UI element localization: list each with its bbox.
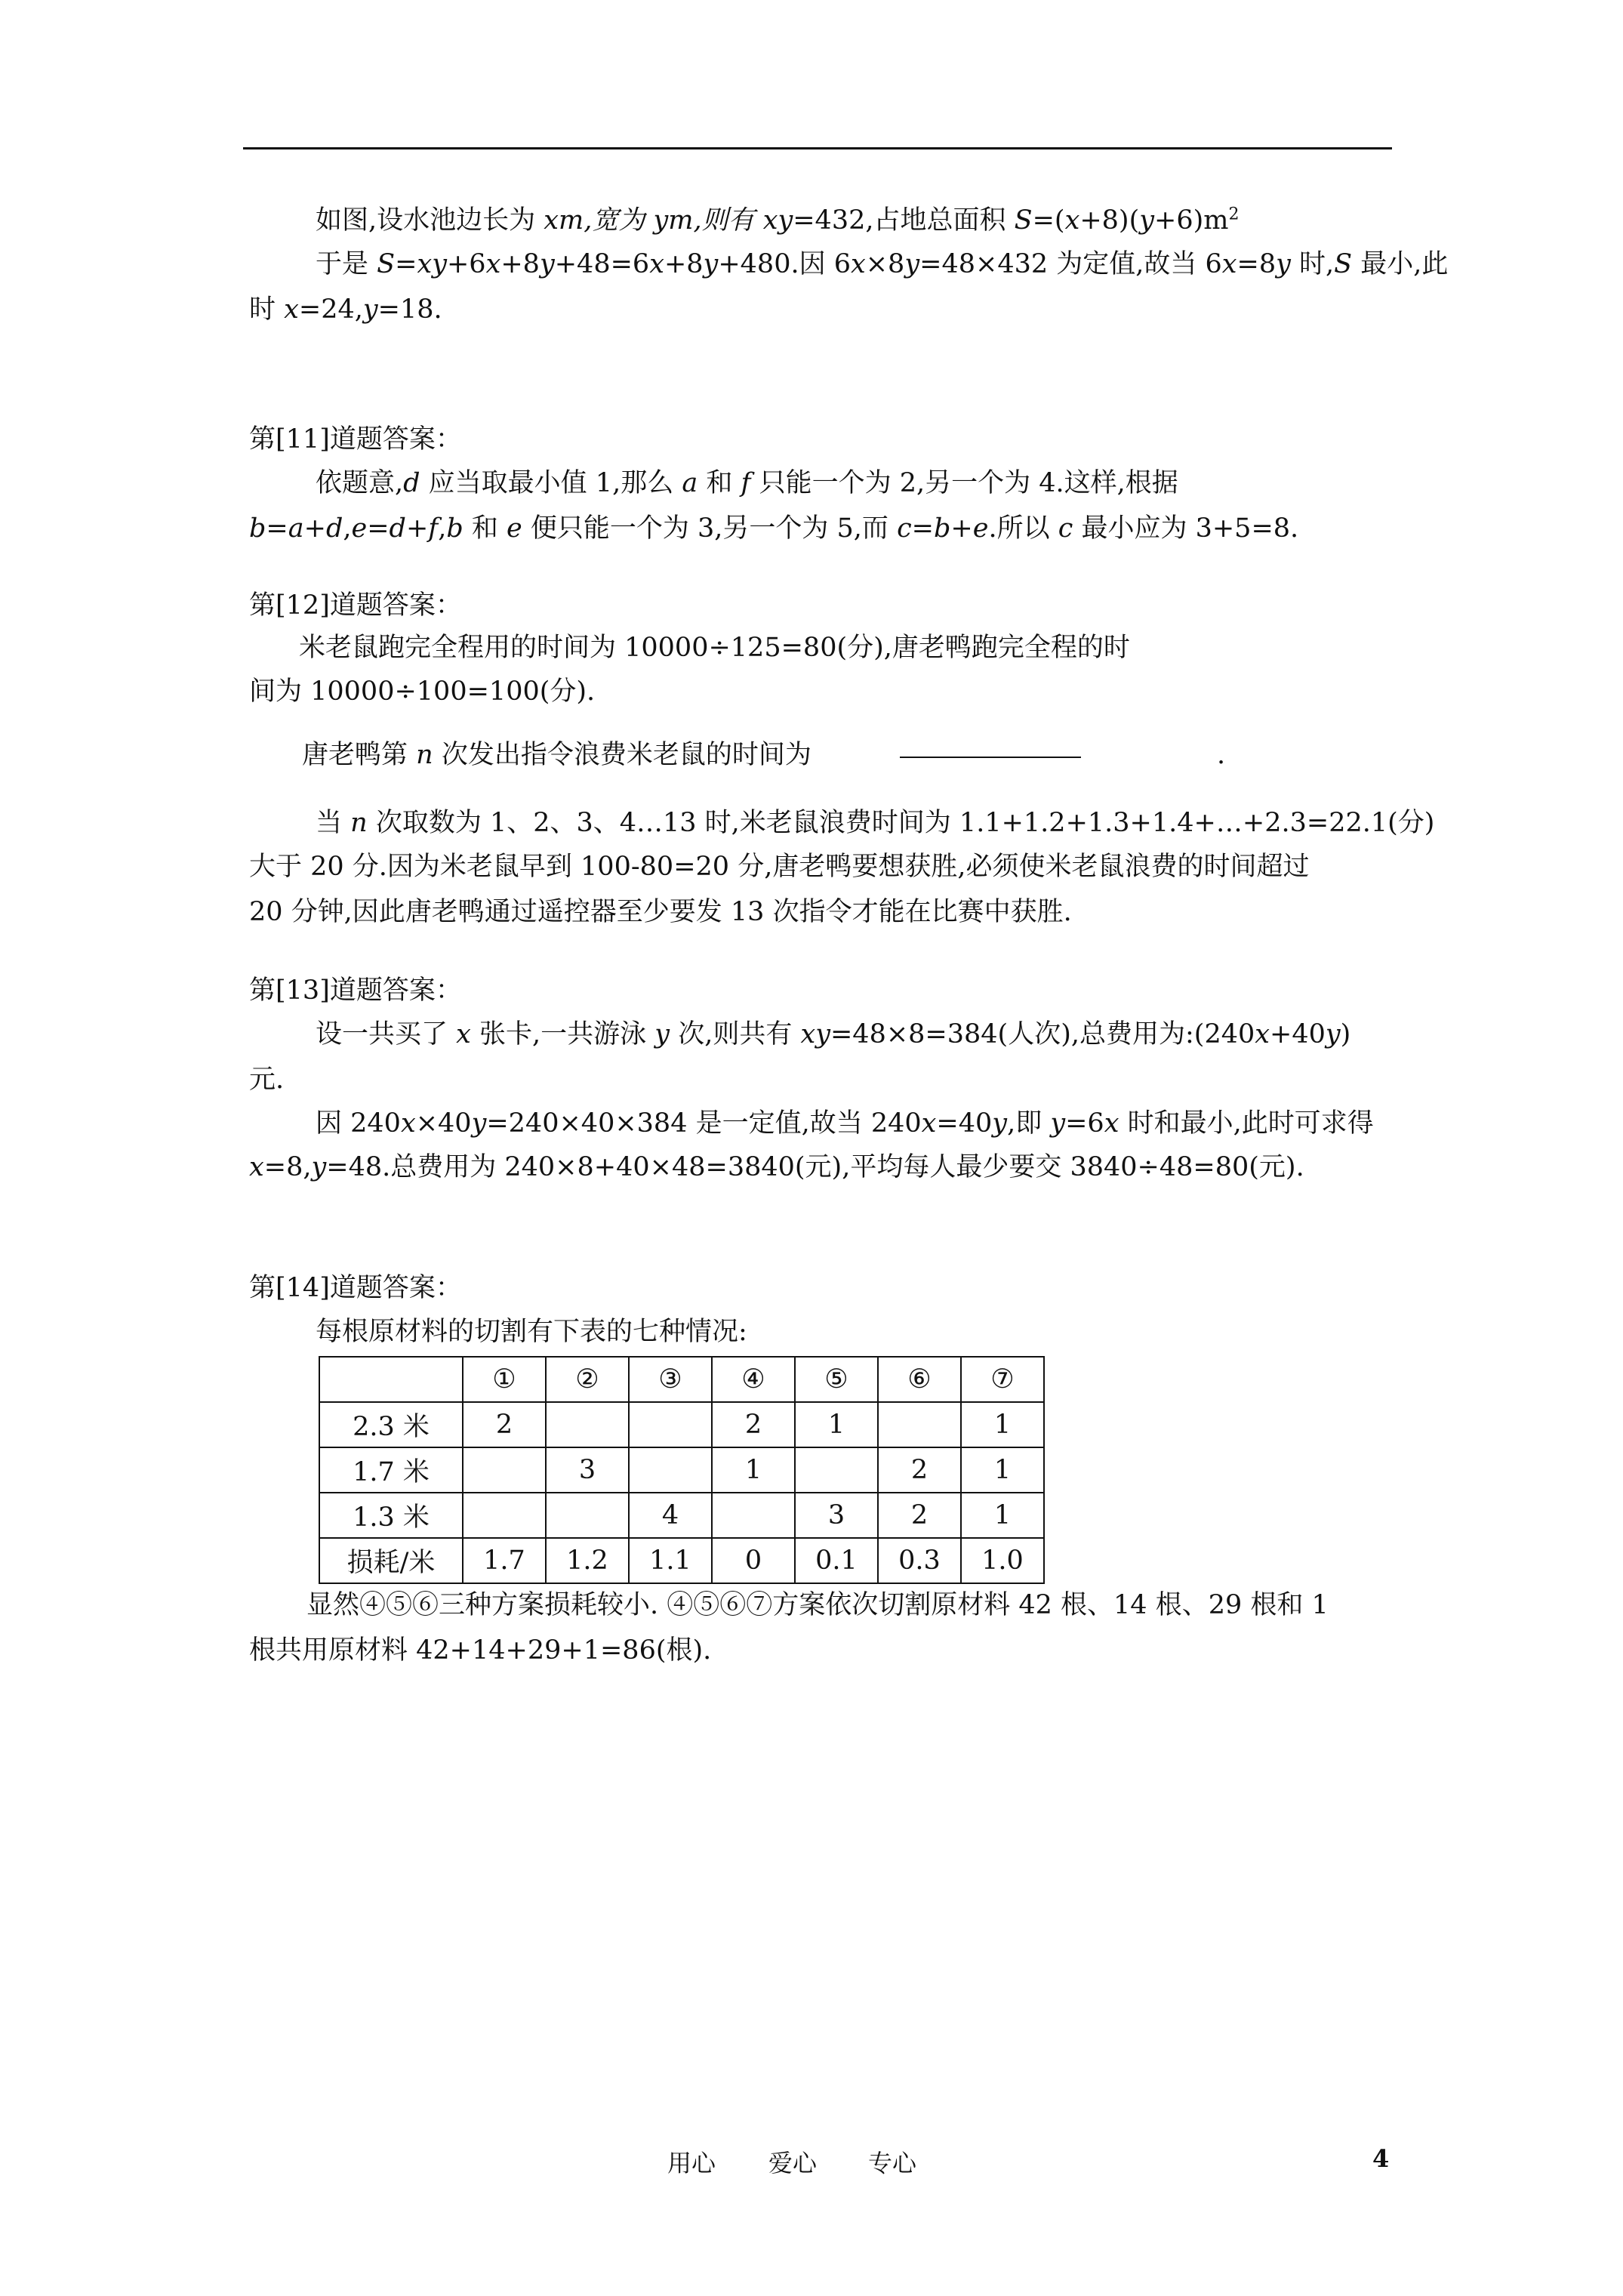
p12-line2: 间为 10000÷100=100(分). bbox=[249, 676, 596, 707]
table-cell bbox=[463, 1493, 546, 1538]
page-number: 4 bbox=[1372, 2144, 1390, 2173]
p12-line6: 20 分钟,因此唐老鸭通过遥控器至少要发 13 次指令才能在比赛中获胜. bbox=[249, 897, 1072, 927]
p10-line3: 时 x=24,y=18. bbox=[249, 294, 442, 325]
table-cell: 1 bbox=[961, 1493, 1044, 1538]
table-cell bbox=[795, 1447, 878, 1493]
table-cell: 1.1 bbox=[629, 1538, 712, 1583]
p10-line1: 如图,设水池边长为 xm,宽为 ym,则有 xy=432,占地总面积 $S=(x+8)(y+6)m^2$ bbox=[316, 205, 1240, 236]
footer-motto-3: 专心 bbox=[868, 2149, 917, 2177]
p11-line2: b=a+d,e=d+f,b 和 e 便只能一个为 3,另一个为 5,而 c=b+e.所以 c 最小应为 3+5=8. bbox=[249, 513, 1299, 544]
p10-line2: 于是 S=xy+6x+8y+48=6x+8y+480.因 6x×8y=48×432 为定值,故当 6x=8y 时,S 最小,此 bbox=[316, 249, 1449, 279]
table-row bbox=[319, 1538, 1044, 1583]
table-row bbox=[319, 1447, 1044, 1493]
p12-line3-end: . bbox=[1217, 740, 1226, 770]
table-cell: 损耗/米 bbox=[319, 1538, 463, 1583]
p12-line5: 大于 20 分.因为米老鼠早到 100-80=20 分,唐老鸭要想获胜,必须使米老鼠浪费的时间超过 bbox=[249, 852, 1310, 882]
p13-line3: 因 240x×40y=240×40×384 是一定值,故当 240x=40y,即 y=6x 时和最小,此时可求得 bbox=[316, 1108, 1374, 1139]
table-cell: 3 bbox=[546, 1447, 629, 1493]
p12-heading: 第[12]道题答案： bbox=[249, 590, 462, 621]
table-cell: ② bbox=[546, 1357, 629, 1402]
table-cell: 0 bbox=[712, 1538, 795, 1583]
table-cell bbox=[319, 1357, 463, 1402]
table-cell: 1 bbox=[712, 1447, 795, 1493]
table-cell bbox=[546, 1493, 629, 1538]
table-row bbox=[319, 1493, 1044, 1538]
table-cell: 1.2 bbox=[546, 1538, 629, 1583]
footer-motto-1: 用心 bbox=[667, 2149, 716, 2177]
p12-line4: 当 n 次取数为 1、2、3、4…13 时,米老鼠浪费时间为 1.1+1.2+1.3+1.4+…+2.3=22.1(分) bbox=[316, 808, 1435, 838]
table-cell: ⑤ bbox=[795, 1357, 878, 1402]
p13-heading: 第[13]道题答案： bbox=[249, 975, 462, 1006]
p13-line2: 元. bbox=[249, 1065, 285, 1095]
p13-line1: 设一共买了 x 张卡,一共游泳 y 次,则共有 xy=48×8=384(人次),总费用为:(240x+40y) bbox=[316, 1019, 1351, 1049]
p11-line1: 依题意,d 应当取最小值 1,那么 a 和 f 只能一个为 2,另一个为 4.这样,根据 bbox=[316, 468, 1178, 498]
table-cell bbox=[629, 1402, 712, 1447]
formula-placeholder-line bbox=[900, 757, 1081, 758]
table-cell: 2 bbox=[878, 1493, 961, 1538]
p12-line1: 米老鼠跑完全程用的时间为 10000÷125=80(分),唐老鸭跑完全程的时 bbox=[299, 633, 1130, 663]
table-cell: 1.7 bbox=[463, 1538, 546, 1583]
p11-heading: 第[11]道题答案： bbox=[249, 424, 462, 455]
table-cell: ① bbox=[463, 1357, 546, 1402]
cutting-plan-table bbox=[319, 1356, 1045, 1584]
p12-line3: 唐老鸭第 n 次发出指令浪费米老鼠的时间为 bbox=[302, 740, 812, 770]
table-cell bbox=[463, 1447, 546, 1493]
table-cell: 1 bbox=[961, 1402, 1044, 1447]
table-cell: 1.0 bbox=[961, 1538, 1044, 1583]
table-cell: 2 bbox=[878, 1447, 961, 1493]
table-cell: 2 bbox=[463, 1402, 546, 1447]
p14-line2: 根共用原材料 42+14+29+1=86(根). bbox=[249, 1635, 712, 1666]
table-cell bbox=[878, 1402, 961, 1447]
p14-intro: 每根原材料的切割有下表的七种情况: bbox=[316, 1317, 747, 1347]
table-cell: ④ bbox=[712, 1357, 795, 1402]
p13-line4: x=8,y=48.总费用为 240×8+40×48=3840(元),平均每人最少要交 3840÷48=80(元). bbox=[249, 1152, 1304, 1182]
table-cell: 1 bbox=[795, 1402, 878, 1447]
table-row bbox=[319, 1402, 1044, 1447]
table-cell: 1.3 米 bbox=[319, 1493, 463, 1538]
table-cell: 2 bbox=[712, 1402, 795, 1447]
table-cell: ③ bbox=[629, 1357, 712, 1402]
p14-heading: 第[14]道题答案： bbox=[249, 1273, 462, 1303]
table-cell bbox=[712, 1493, 795, 1538]
table-cell: 4 bbox=[629, 1493, 712, 1538]
table-cell: 0.3 bbox=[878, 1538, 961, 1583]
table-cell: ⑦ bbox=[961, 1357, 1044, 1402]
table-cell bbox=[546, 1402, 629, 1447]
table-cell: 1.7 米 bbox=[319, 1447, 463, 1493]
p14-line1: 显然④⑤⑥三种方案损耗较小. ④⑤⑥⑦方案依次切割原材料 42 根、14 根、29 根和 1 bbox=[306, 1590, 1329, 1620]
table-cell: 3 bbox=[795, 1493, 878, 1538]
table-cell: 1 bbox=[961, 1447, 1044, 1493]
table-cell: 0.1 bbox=[795, 1538, 878, 1583]
table-cell: ⑥ bbox=[878, 1357, 961, 1402]
table-cell: 2.3 米 bbox=[319, 1402, 463, 1447]
table-header-row bbox=[319, 1357, 1044, 1402]
footer-motto-2: 爱心 bbox=[768, 2149, 818, 2177]
header-rule bbox=[243, 147, 1392, 149]
table-cell bbox=[629, 1447, 712, 1493]
